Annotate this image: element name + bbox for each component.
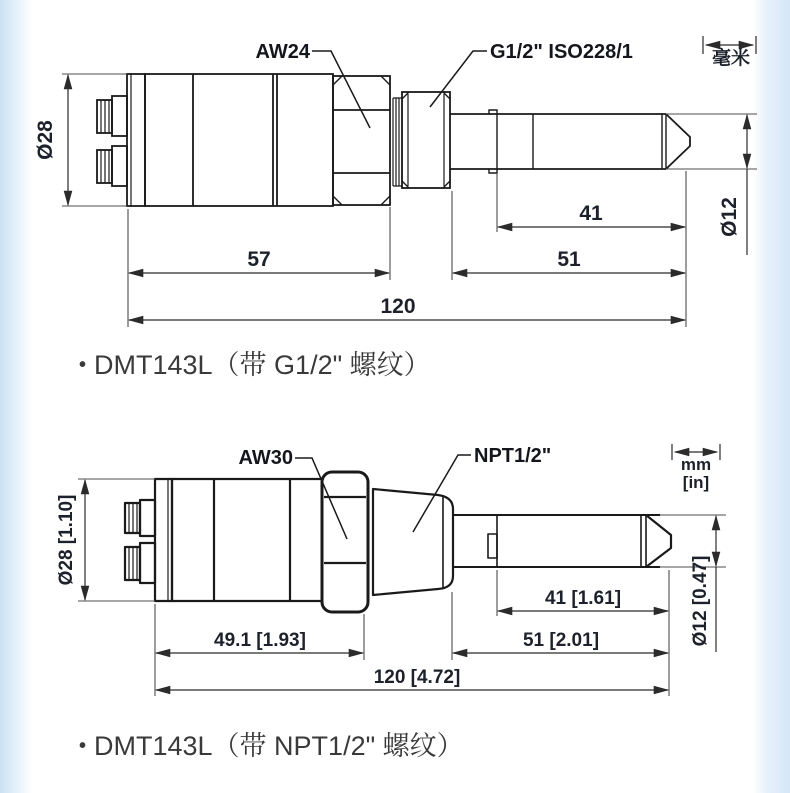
g12-dim-filter-len [497, 171, 686, 327]
npt12-thread-label: NPT1/2" [474, 445, 552, 467]
g12-dim-body-dia-label: Ø28 [34, 120, 57, 160]
g12-caption: DMT143L（带 G1/2" 螺纹） [94, 350, 431, 380]
npt12-hex-nut [322, 472, 368, 612]
g12-dim-probe-len [452, 191, 685, 280]
g12-main-body [145, 74, 333, 206]
npt12-mounting-plate [155, 479, 172, 601]
npt12-hex-label: AW30 [238, 447, 293, 469]
npt12-main-body [172, 479, 322, 601]
npt12-caption: DMT143L（带 NPT1/2" 螺纹） [94, 731, 464, 761]
g12-unit-scale [703, 36, 756, 69]
g12-drawing [34, 36, 757, 380]
npt12-dim-total-len [156, 667, 668, 690]
npt12-connector-lower-base [140, 543, 155, 583]
g12-unit-label: 毫米 [711, 48, 751, 69]
g12-mounting-plate [127, 74, 145, 206]
npt12-thread [373, 489, 453, 595]
npt12-dim-total-len-label: 120 [4.72] [373, 667, 461, 688]
g12-dim-body-len [128, 207, 390, 327]
npt12-unit-label-mm: mm [680, 455, 712, 474]
g12-thread [393, 92, 450, 188]
g12-dim-total-len-label: 120 [380, 295, 416, 318]
g12-dim-probe-dia-label: Ø12 [718, 197, 741, 237]
npt12-body [125, 479, 322, 601]
g12-probe [450, 110, 690, 173]
g12-thread-leader-line [430, 51, 487, 107]
g12-dim-filter-len-label: 41 [579, 202, 603, 225]
g12-hex-nut [333, 76, 390, 205]
npt12-dim-body-len-label: 49.1 [1.93] [214, 630, 306, 651]
npt12-caption-bullet: • [79, 735, 87, 757]
npt12-unit-label-in: [in] [682, 473, 710, 492]
g12-dim-probe-len-label: 51 [557, 248, 581, 271]
g12-hex-leader-line [312, 51, 370, 128]
npt12-dim-filter-len-label: 41 [1.61] [544, 588, 622, 609]
npt12-dim-body-len [155, 604, 364, 696]
g12-caption-bullet: • [79, 354, 87, 376]
npt12-neck-detail [488, 534, 497, 558]
npt12-dim-body-dia-label: Ø28 [1.10] [56, 494, 77, 586]
g12-dim-probe-dia [666, 114, 757, 255]
npt12-connector-upper-base [140, 500, 155, 536]
g12-connector-lower-base [112, 146, 127, 186]
npt12-dim-probe-dia-label: Ø12 [0.47] [690, 555, 711, 647]
npt12-probe-tip [646, 515, 671, 567]
g12-hex-label: AW24 [255, 41, 310, 63]
g12-thread-label: G1/2" ISO228/1 [490, 41, 633, 63]
g12-body [97, 74, 333, 206]
g12-probe-tip [666, 114, 690, 169]
npt12-drawing [56, 444, 726, 761]
g12-dim-body-len-label: 57 [247, 248, 271, 271]
npt12-probe [453, 515, 671, 567]
npt12-dim-probe-len-label: 51 [2.01] [522, 630, 600, 651]
g12-connector-upper-base [112, 96, 127, 136]
npt12-unit-scale [672, 444, 720, 492]
g12-dim-total-len [129, 295, 685, 320]
